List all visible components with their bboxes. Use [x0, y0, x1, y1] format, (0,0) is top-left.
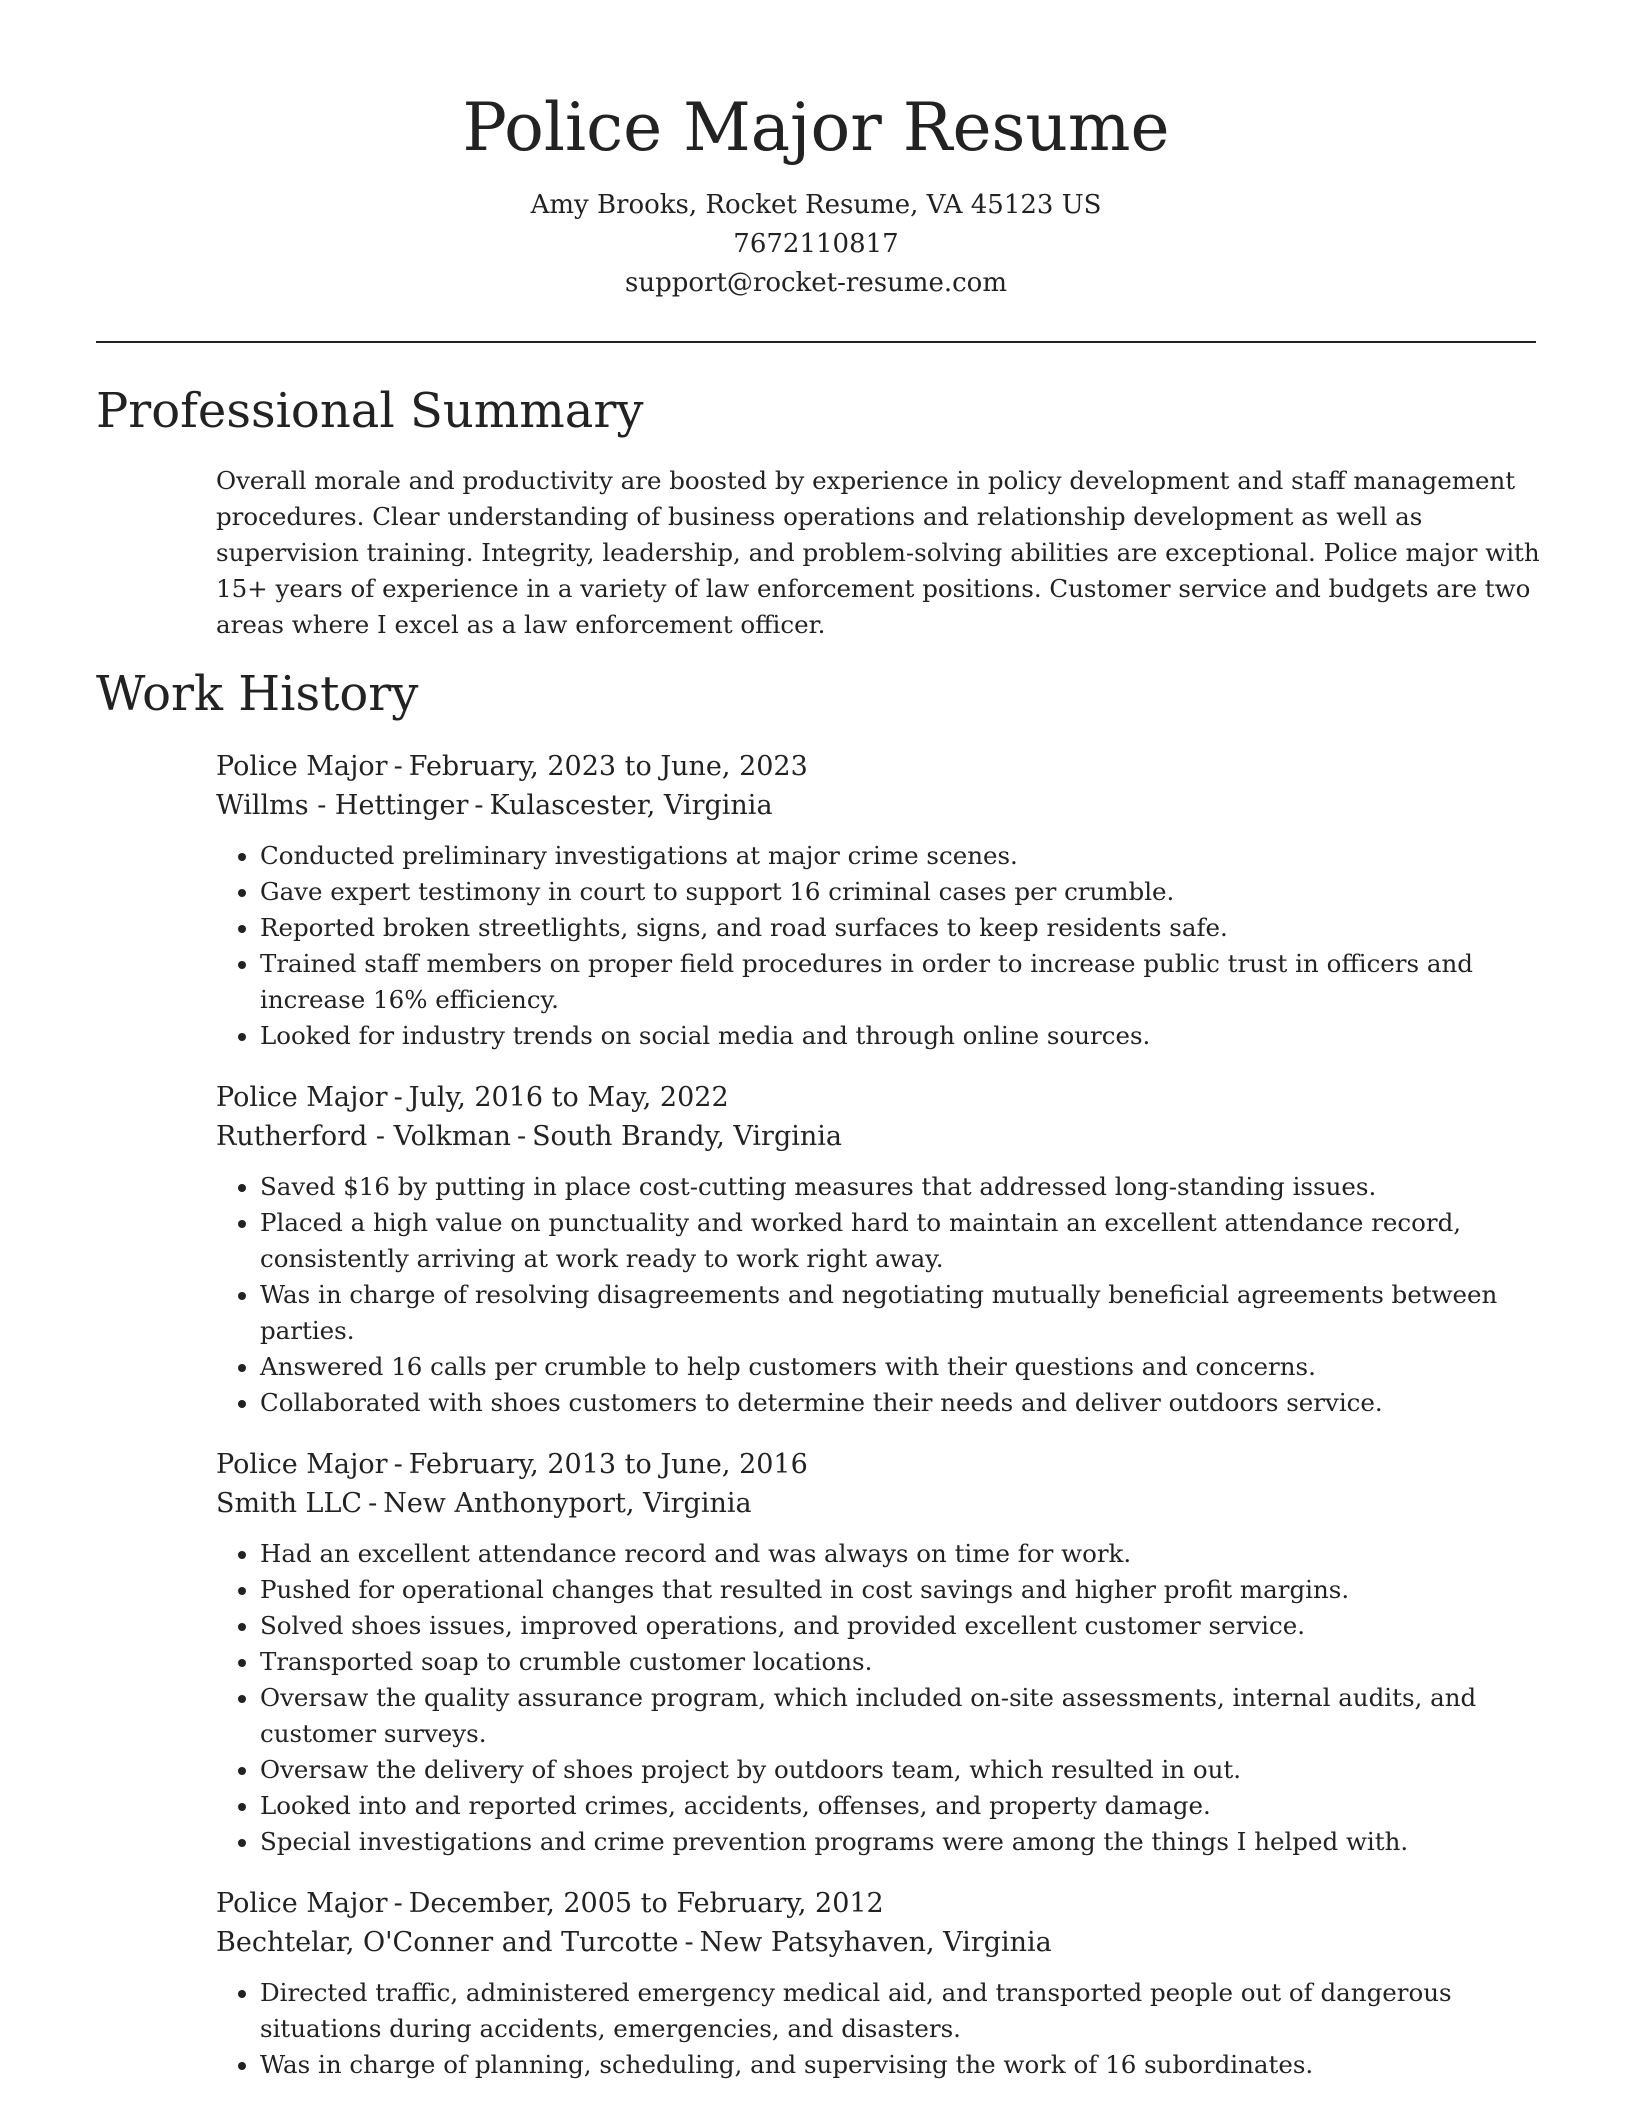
work-history-heading: Work History	[96, 666, 419, 722]
job-bullet: • Looked for industry trends on social media and through online sources.	[260, 1018, 1540, 1054]
job-company-line	[216, 786, 1540, 825]
separator: -	[368, 1488, 378, 1519]
job-dates: July, 2016 to May, 2022	[408, 1082, 729, 1113]
contact-email: support@rocket-resume.com	[624, 268, 1007, 298]
job-company-line	[216, 1923, 1540, 1962]
job-bullet: • Oversaw the delivery of shoes project by outdoors team, which resulted in out.	[260, 1752, 1540, 1788]
job-title: Police Major	[216, 1082, 388, 1113]
job-bullet-list	[216, 1536, 1540, 1860]
contact-address: Amy Brooks, Rocket Resume, VA 45123 US	[530, 190, 1102, 220]
job-entry	[216, 1445, 1540, 1860]
job-title-line	[216, 1884, 1540, 1923]
job-bullet: • Looked into and reported crimes, accidents, offenses, and property damage.	[260, 1788, 1540, 1824]
job-dates: February, 2013 to June, 2016	[408, 1449, 808, 1480]
job-bullet-list	[216, 1169, 1540, 1421]
summary-heading: Professional Summary	[96, 383, 644, 439]
job-company-line	[216, 1117, 1540, 1156]
separator: -	[393, 1888, 403, 1919]
job-company: Smith LLC	[216, 1488, 363, 1519]
job-bullet: • Conducted preliminary investigations at major crime scenes.	[260, 838, 1540, 874]
job-dates: February, 2023 to June, 2023	[408, 751, 808, 782]
job-location: Kulascester, Virginia	[489, 790, 773, 821]
job-bullet-list	[216, 838, 1540, 1054]
separator: -	[684, 1927, 694, 1958]
job-bullet: • Special investigations and crime prevention programs were among the things I helped with.	[260, 1824, 1540, 1860]
job-bullet: • Trained staff members on proper field procedures in order to increase public trust in officers and increase 16% efficiency.	[260, 946, 1540, 1018]
summary-text: Overall morale and productivity are boosted by experience in policy development and staff management procedures. Clear understanding of business operations and relationship development as well as supervision training. Integrity, leadership, and problem-solving abilities are exceptional. Police major with 15+ years of experience in a variety of law enforcement positions. Customer service and budgets are two areas where I excel as a law enforcement officer.	[216, 466, 1540, 639]
job-bullet: • Collaborated with shoes customers to determine their needs and deliver outdoors service.	[260, 1385, 1540, 1421]
job-company: Rutherford - Volkman	[216, 1121, 511, 1152]
job-bullet-list	[216, 1975, 1540, 2083]
job-bullet: • Pushed for operational changes that resulted in cost savings and higher profit margins.	[260, 1572, 1540, 1608]
job-title-line	[216, 1078, 1540, 1117]
job-location: New Anthonyport, Virginia	[383, 1488, 752, 1519]
job-title: Police Major	[216, 1888, 388, 1919]
job-title-line	[216, 1445, 1540, 1484]
separator: -	[393, 751, 403, 782]
job-entry	[216, 1078, 1540, 1421]
job-title: Police Major	[216, 751, 388, 782]
page-title: Police Major Resume	[462, 89, 1170, 166]
separator: -	[393, 1449, 403, 1480]
job-title-line	[216, 747, 1540, 786]
job-bullet: • Had an excellent attendance record and was always on time for work.	[260, 1536, 1540, 1572]
job-entry	[216, 747, 1540, 1054]
job-bullet: • Reported broken streetlights, signs, and road surfaces to keep residents safe.	[260, 910, 1540, 946]
job-bullet: • Transported soap to crumble customer locations.	[260, 1644, 1540, 1680]
contact-block	[0, 186, 1632, 303]
job-bullet: • Oversaw the quality assurance program, which included on-site assessments, internal audits, and customer surveys.	[260, 1680, 1540, 1752]
job-bullet: • Solved shoes issues, improved operations, and provided excellent customer service.	[260, 1608, 1540, 1644]
job-location: South Brandy, Virginia	[532, 1121, 842, 1152]
job-bullet: • Saved $16 by putting in place cost-cutting measures that addressed long-standing issues.	[260, 1169, 1540, 1205]
header-divider	[96, 341, 1536, 343]
job-bullet: • Was in charge of planning, scheduling, and supervising the work of 16 subordinates.	[260, 2047, 1540, 2083]
work-history-list	[216, 747, 1540, 2107]
separator: -	[516, 1121, 527, 1152]
job-bullet: • Directed traffic, administered emergency medical aid, and transported people out of dangerous situations during accidents, emergencies, and disasters.	[260, 1975, 1540, 2047]
job-title: Police Major	[216, 1449, 388, 1480]
job-location: New Patsyhaven, Virginia	[699, 1927, 1052, 1958]
job-bullet: • Answered 16 calls per crumble to help customers with their questions and concerns.	[260, 1349, 1540, 1385]
job-company-line	[216, 1484, 1540, 1523]
job-company: Bechtelar, O'Conner and Turcotte	[216, 1927, 679, 1958]
job-dates: December, 2005 to February, 2012	[408, 1888, 884, 1919]
job-entry	[216, 1884, 1540, 2083]
job-bullet: • Gave expert testimony in court to support 16 criminal cases per crumble.	[260, 874, 1540, 910]
resume-header	[0, 84, 1632, 303]
separator: -	[393, 1082, 403, 1113]
separator: -	[474, 790, 484, 821]
job-bullet: • Was in charge of resolving disagreements and negotiating mutually beneficial agreements between parties.	[260, 1277, 1540, 1349]
contact-phone: 7672110817	[733, 229, 899, 259]
job-bullet: • Placed a high value on punctuality and worked hard to maintain an excellent attendance record, consistently arriving at work ready to work right away.	[260, 1205, 1540, 1277]
job-company: Willms - Hettinger	[216, 790, 469, 821]
